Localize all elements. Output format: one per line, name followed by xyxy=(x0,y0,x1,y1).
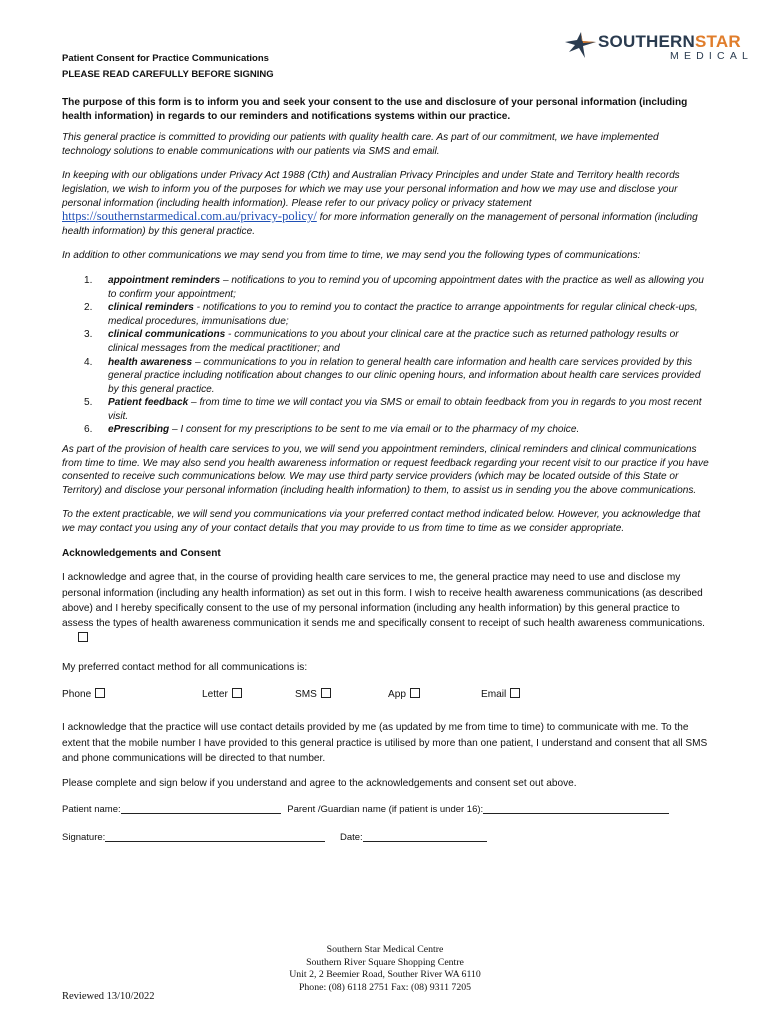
option-label: App xyxy=(388,689,406,701)
form-subtitle: PLEASE READ CAREFULLY BEFORE SIGNING xyxy=(62,69,274,80)
option-label: Phone xyxy=(62,689,92,701)
list-item xyxy=(62,396,710,423)
name-row xyxy=(62,803,710,817)
privacy-text-after: for more information generally on the management of personal information (including health information) by this general practice. xyxy=(62,212,698,237)
signature-section xyxy=(62,803,710,845)
letter-checkbox[interactable] xyxy=(232,688,242,698)
list-number: 6. xyxy=(84,424,93,436)
privacy-paragraph xyxy=(62,169,710,238)
logo-wordmark xyxy=(598,32,741,52)
reviewed-date: Reviewed 13/10/2022 xyxy=(62,991,155,1002)
health-awareness-consent-checkbox[interactable] xyxy=(78,632,88,642)
contact-method-sms[interactable] xyxy=(295,688,331,702)
list-item xyxy=(62,274,710,301)
list-text: - notifications to you to remind you to contact the practice to arrange appointments for regular clinical check-ups, medical procedures, immunisations due; xyxy=(108,302,698,327)
other-communications-paragraph: In addition to other communications we may send you from time to time, we may send you the following types of communications: xyxy=(62,250,641,262)
signature-field[interactable] xyxy=(105,831,325,842)
signature-row xyxy=(62,831,710,845)
list-number: 1. xyxy=(84,274,93,286)
list-item xyxy=(62,356,710,397)
list-item xyxy=(62,301,710,328)
date-label: Date: xyxy=(339,831,363,843)
option-label: SMS xyxy=(295,689,317,701)
contact-method-app[interactable] xyxy=(388,688,420,702)
phone-checkbox[interactable] xyxy=(95,688,105,698)
contact-method-letter[interactable] xyxy=(202,688,242,702)
email-checkbox[interactable] xyxy=(510,688,520,698)
list-term: clinical communications xyxy=(108,329,226,341)
list-term: ePrescribing xyxy=(108,424,170,436)
option-label: Letter xyxy=(202,689,228,701)
list-term: Patient feedback xyxy=(108,397,189,409)
guardian-name-label: Parent /Guardian name (if patient is under 16): xyxy=(287,803,484,815)
contact-method-phone[interactable] xyxy=(62,688,105,702)
list-term: health awareness xyxy=(108,356,193,368)
app-checkbox[interactable] xyxy=(410,688,420,698)
form-header xyxy=(62,51,274,83)
sms-checkbox[interactable] xyxy=(321,688,331,698)
footer-practice-name: Southern Star Medical Centre xyxy=(326,944,444,955)
contact-method-email[interactable] xyxy=(481,688,520,702)
form-title: Patient Consent for Practice Communications xyxy=(62,53,269,64)
list-text: – I consent for my prescriptions to be sent to me via email or to the pharmacy of my choice. xyxy=(169,424,580,436)
purpose-statement: The purpose of this form is to inform you and seek your consent to the use and disclosure of your personal information (including health information) in regards to our reminders and notifications systems within our practice. xyxy=(62,97,688,122)
footer-address: Unit 2, 2 Beemier Road, Souther River WA 6110 xyxy=(289,969,481,981)
logo-tagline: MEDICAL xyxy=(670,50,754,62)
star-icon xyxy=(563,30,599,60)
option-label: Email xyxy=(481,689,507,701)
date-field[interactable] xyxy=(363,831,487,842)
preferred-contact-label: My preferred contact method for all communications is: xyxy=(62,661,308,673)
provision-paragraph: As part of the provision of health care services to you, we will send you appointment reminders, clinical reminders and clinical communications from time to time. We may also send you health awareness information or request feedback regarding your recent visit to our practice if you have consented to receive such communications below. We may use third party service providers (which may be located outside of this State or Territory) and disclose your personal information (including health information) to them, to assist us in sending you the above communications. xyxy=(62,444,709,496)
list-number: 2. xyxy=(84,302,93,314)
contact-details-acknowledgement: I acknowledge that the practice will use contact details provided by me (as updated by me from time to time) to communicate with me. To the extent that the mobile number I have provided to this general practice is utilised by more than one patient, I understand and consent that all SMS and phone communications will be directed to that number. xyxy=(62,722,708,764)
signature-label: Signature: xyxy=(62,831,106,843)
privacy-text-before: In keeping with our obligations under Privacy Act 1988 (Cth) and Australian Privacy Principles and under State and Territory health records legislation, we wish to inform you of the purposes for which we may use your personal information and how we may use and disclose your personal information (including health information). Please refer to our privacy policy or privacy statement xyxy=(62,170,680,209)
guardian-name-field[interactable] xyxy=(483,803,669,814)
list-term: appointment reminders xyxy=(108,274,221,286)
list-text: – communications to you in relation to general health care information and health care services provided by this general practice including notification about changes to our clinic opening hours, and information about health care services provided by this general practice. xyxy=(108,356,701,395)
list-text: - communications to you about your clinical care at the practice such as returned pathology results or clinical messages from the medical practitioner; and xyxy=(108,329,679,354)
patient-name-field[interactable] xyxy=(121,803,281,814)
logo-word-star: STAR xyxy=(695,32,741,51)
list-text: – notifications to you to remind you of upcoming appointment dates with the practice as well as allowing you to confirm your appointment; xyxy=(108,274,704,300)
list-number: 5. xyxy=(84,397,93,409)
list-term: clinical reminders xyxy=(108,302,194,314)
southern-star-logo xyxy=(563,30,763,64)
list-item xyxy=(62,423,710,437)
footer-phone-fax: Phone: (08) 6118 2751 Fax: (08) 9311 7205 xyxy=(298,981,472,993)
contact-method-options xyxy=(62,688,710,704)
patient-name-label: Patient name: xyxy=(62,803,121,815)
logo-word-southern: SOUTHERN xyxy=(598,32,695,51)
list-item xyxy=(62,328,710,355)
practice-address-footer xyxy=(0,944,770,994)
communication-types-list xyxy=(62,274,710,437)
list-text: – from time to time we will contact you via SMS or email to obtain feedback from you in regards to you most recent visit. xyxy=(108,397,702,422)
acknowledgements-heading: Acknowledgements and Consent xyxy=(62,547,221,559)
complete-and-sign-instruction: Please complete and sign below if you understand and agree to the acknowledgements and consent set out above. xyxy=(62,778,577,790)
acknowledgement-paragraph xyxy=(62,570,710,646)
intro-paragraph: This general practice is committed to providing our patients with quality health care. As part of our commitment, we have implemented technology solutions to enable communications with our patients via SMS and email. xyxy=(62,132,659,157)
list-number: 3. xyxy=(84,329,93,341)
practicable-paragraph: To the extent practicable, we will send you communications via your preferred contact method indicated below. However, you acknowledge that we may contact you using any of your contact details that you may provide to us from time to time as we consider appropriate. xyxy=(62,509,701,535)
footer-shopping-centre: Southern River Square Shopping Centre xyxy=(306,956,464,968)
acknowledgement-text: I acknowledge and agree that, in the course of providing health care services to me, the general practice may need to use and disclose my personal information (including any health information) as set out in this form. I wish to receive health awareness communications (as described above) and I hereby specifically consent to the use of my personal information (including any health information) by this general practice to assess the types of health awareness communication it sends me and specifically consent to receipt of such health awareness communications. xyxy=(62,572,705,630)
privacy-policy-link[interactable]: https://southernstarmedical.com.au/privacy-policy/ xyxy=(62,209,317,224)
form-body xyxy=(62,96,710,845)
list-number: 4. xyxy=(84,356,93,368)
